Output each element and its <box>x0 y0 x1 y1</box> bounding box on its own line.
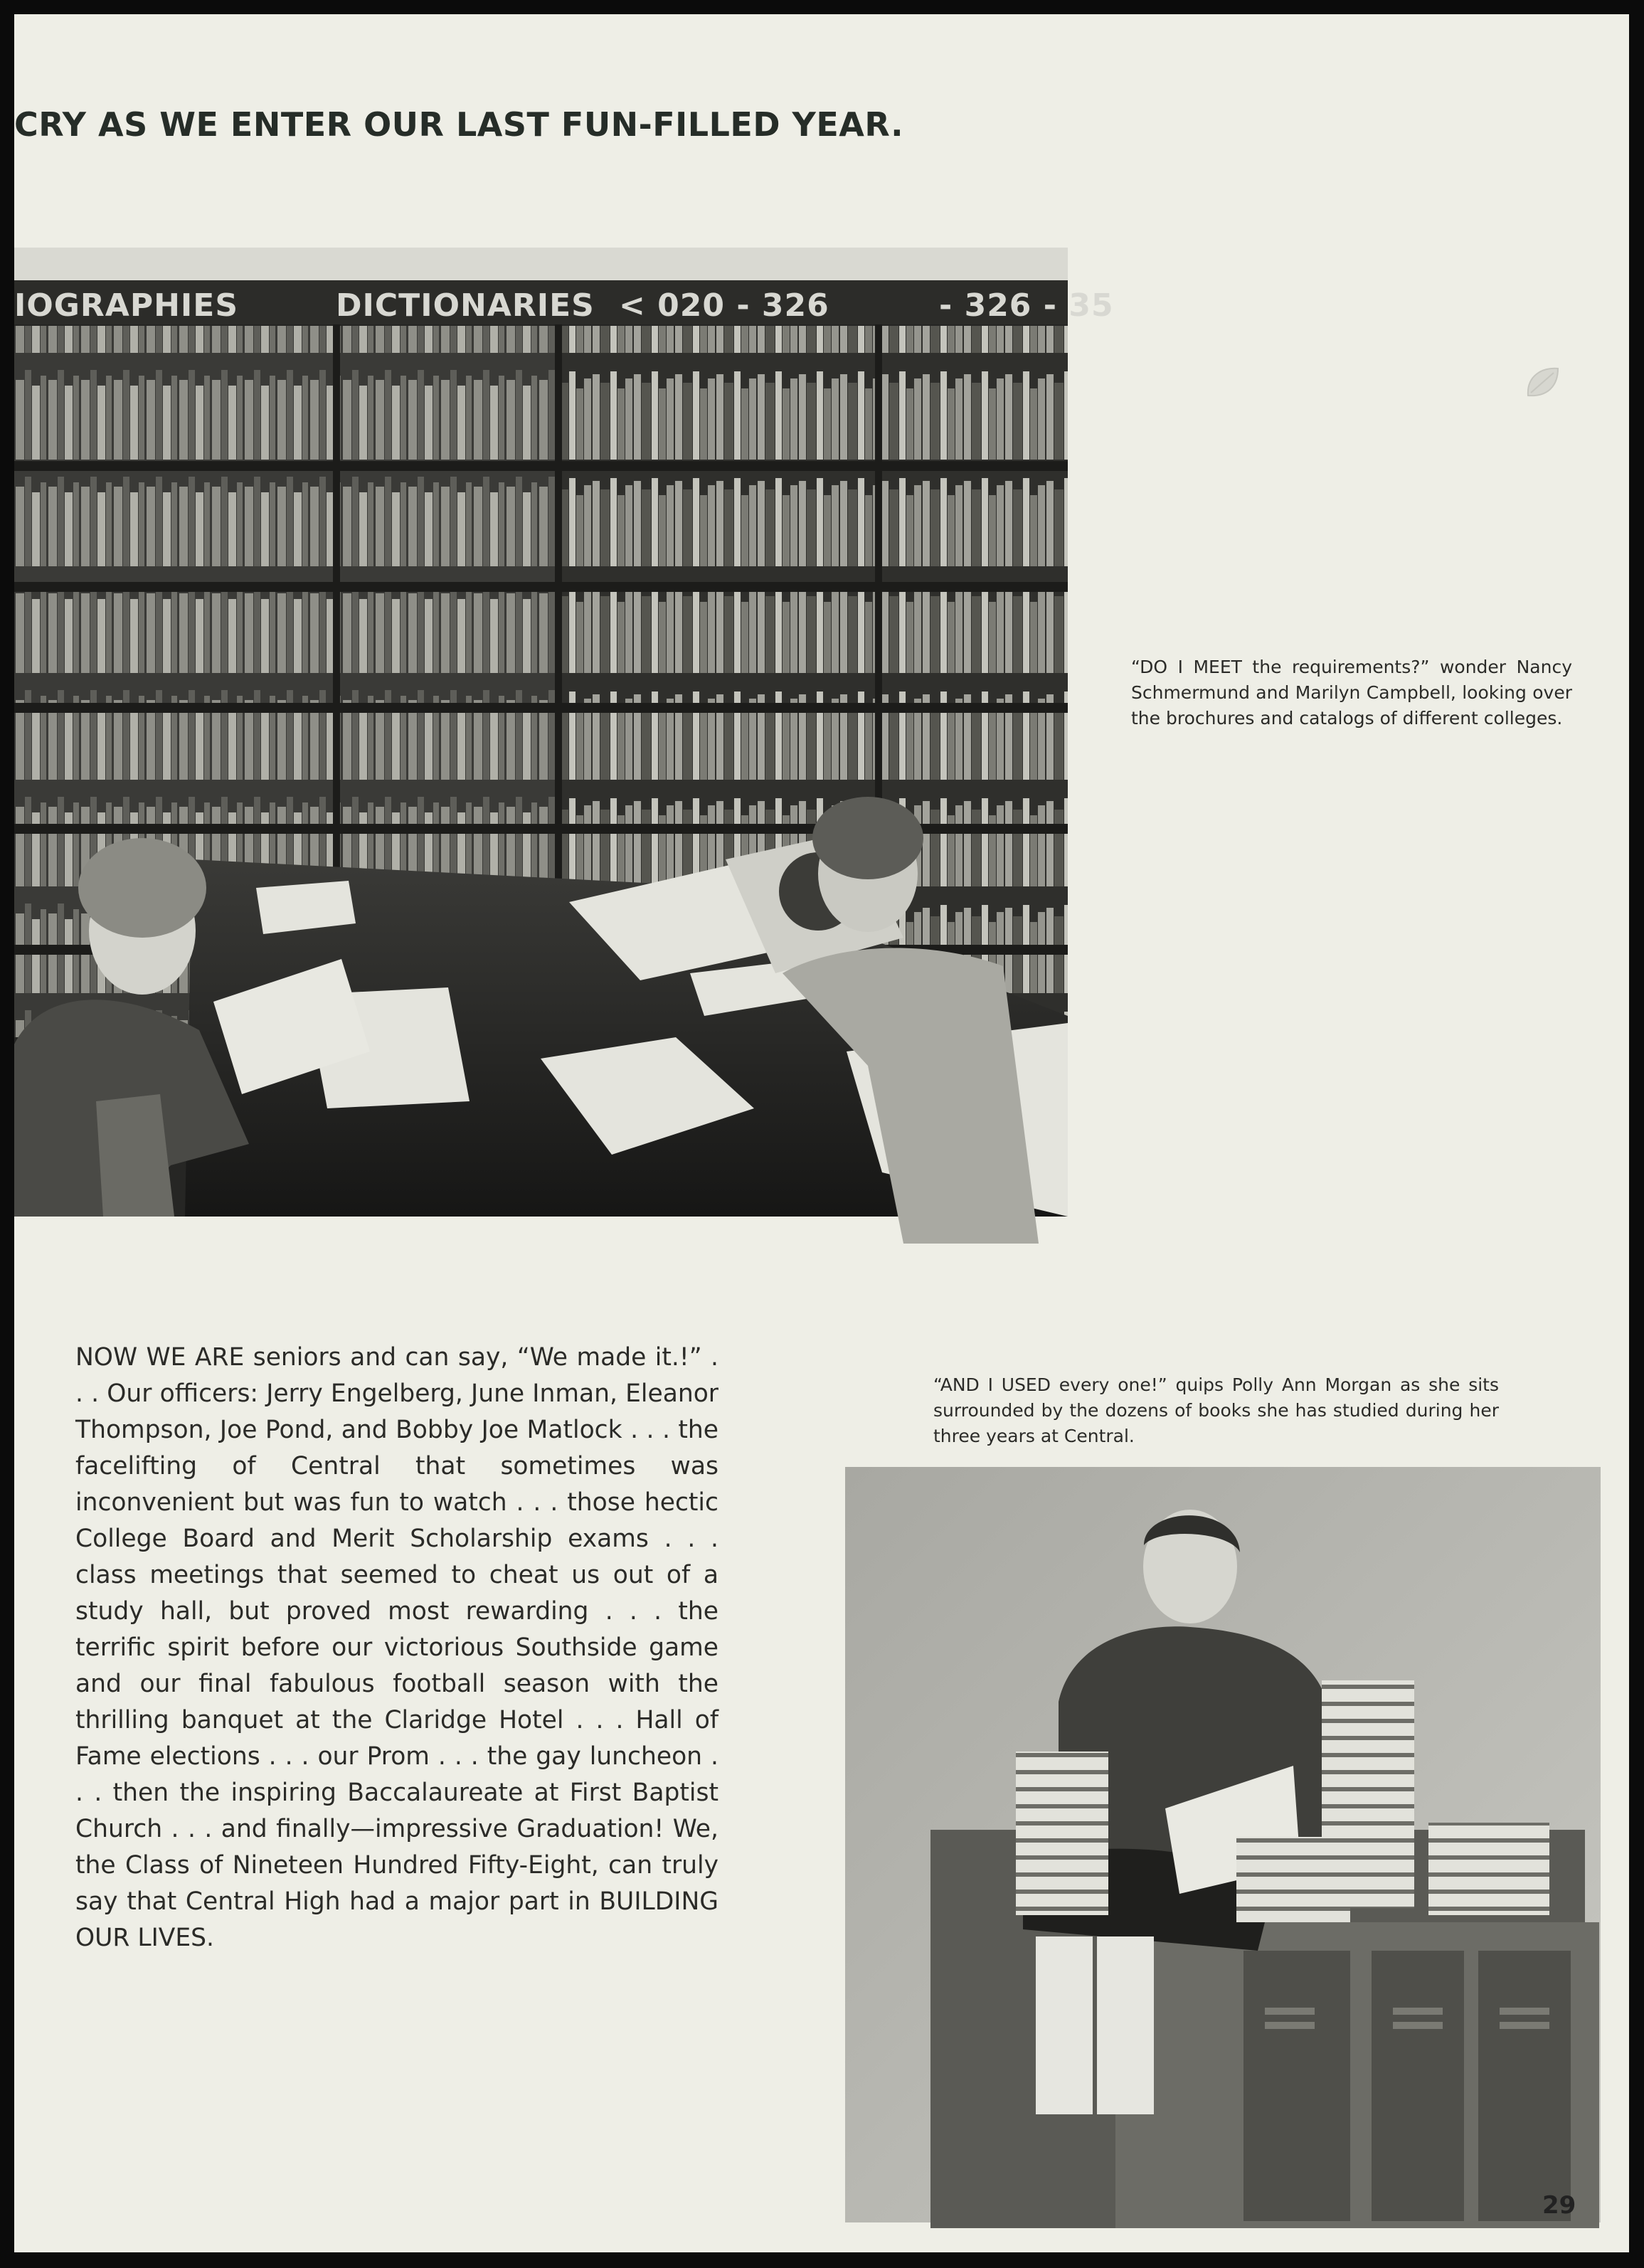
library-photo-drawing <box>14 248 1114 1217</box>
page-headline: CRY AS WE ENTER OUR LAST FUN-FILLED YEAR. <box>14 105 904 144</box>
student-with-books-photo <box>845 1467 1601 2222</box>
library-photo <box>14 248 1114 1217</box>
leaf-mark-icon <box>1521 361 1564 404</box>
yearbook-page <box>14 14 1629 2252</box>
shelf-label-326-35: - 326 - 35 <box>939 287 1114 324</box>
student-with-books-drawing <box>845 1467 1601 2222</box>
senior-year-summary: NOW WE ARE seniors and can say, “We made it.!” . . . Our officers: Jerry Engelberg, June Inman, Eleanor Thompson, Joe Pond, and Bobby Joe Matlock . . . the facelifting of Central that sometimes was inconvenient but was fun to watch . . . those hectic College Board and Merit Scholarship exams . . . class meetings that seemed to cheat us out of a study hall, but proved most rewarding . . . the terrific spirit before our victorious Southside game and our final fabulous football season with the thrilling banquet at the Claridge Hotel . . . Hall of Fame elections . . . our Prom . . . the gay luncheon . . . then the inspiring Baccalaureate at First Baptist Church . . . and finally—impressive Graduation! We, the Class of Nineteen Hundred Fifty-Eight, can truly say that Central High had a major part in BUILDING OUR LIVES. <box>75 1343 718 1952</box>
shelf-label-dictionaries: DICTIONARIES <box>336 287 595 324</box>
shelf-label-020-326: < 020 - 326 <box>619 287 829 324</box>
page-number: 29 <box>1542 2191 1576 2220</box>
shelf-label-biographies: IOGRAPHIES <box>14 287 239 324</box>
library-photo-caption: “DO I MEET the requirements?” wonder Nancy Schmermund and Marilyn Campbell, looking over the brochures and catalogs of different colleges. <box>1131 657 1572 728</box>
books-photo-caption: “AND I USED every one!” quips Polly Ann Morgan as she sits surrounded by the dozens of books she has studied during her three years at Central. <box>933 1374 1499 1446</box>
